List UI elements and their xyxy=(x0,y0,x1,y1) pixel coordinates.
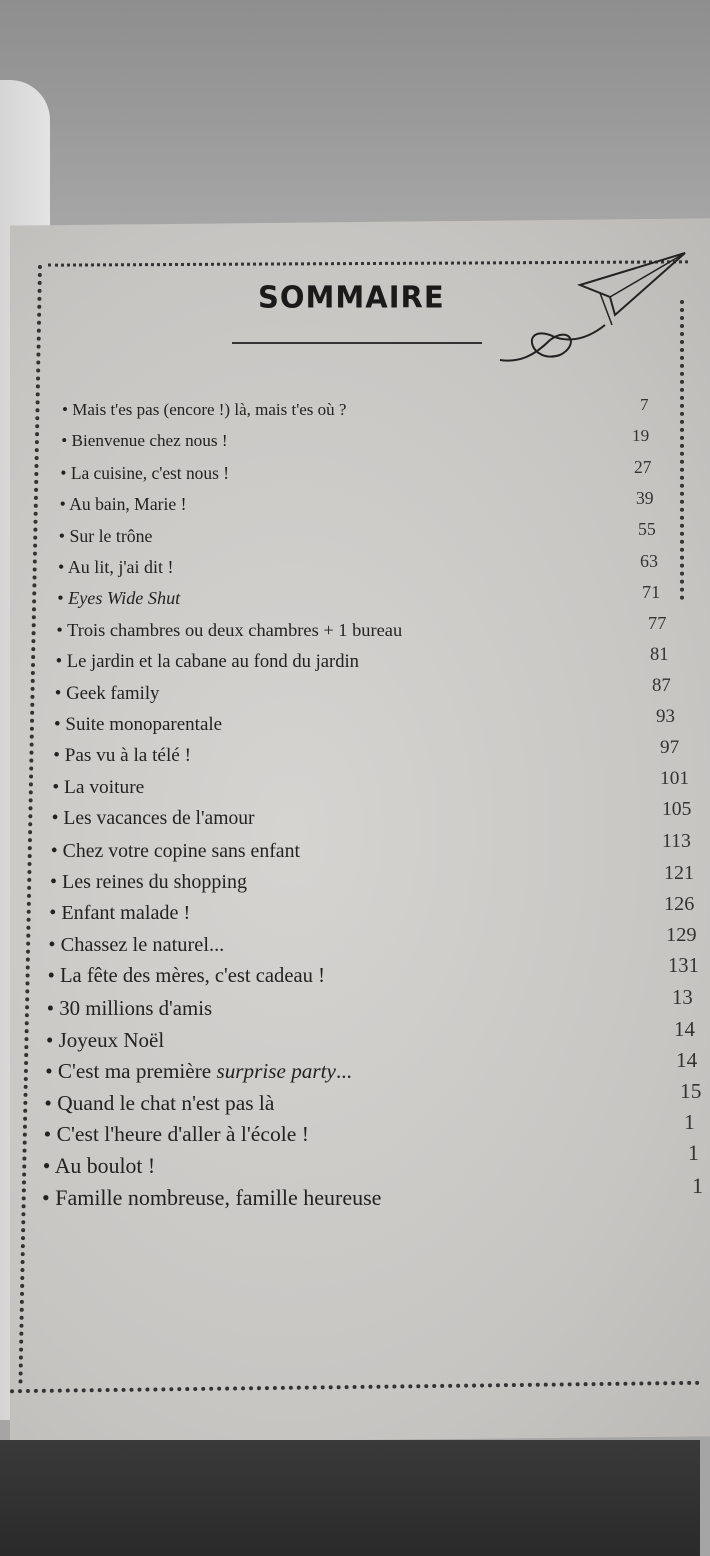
toc-page-number: 93 xyxy=(656,706,675,727)
toc-page-number: 97 xyxy=(660,737,680,759)
bullet-icon: • xyxy=(54,682,67,704)
toc-item-title: La cuisine, c'est nous ! xyxy=(70,462,229,483)
bullet-icon: • xyxy=(43,1122,57,1147)
toc-page-number: 129 xyxy=(666,923,697,946)
bullet-icon: • xyxy=(62,400,73,419)
toc-page-number: 39 xyxy=(636,488,654,509)
toc-page-number: 15 xyxy=(680,1079,702,1104)
toc-item xyxy=(58,557,174,578)
bullet-icon: • xyxy=(48,933,61,956)
bullet-icon: • xyxy=(45,1059,58,1084)
bullet-icon: • xyxy=(49,902,62,925)
toc-item-title: Les reines du shopping xyxy=(62,871,247,893)
toc-item xyxy=(43,1154,155,1179)
toc-item xyxy=(56,620,402,641)
toc-page-number: 126 xyxy=(664,892,695,915)
bullet-icon: • xyxy=(44,1090,58,1115)
toc-item xyxy=(45,1059,352,1084)
bullet-icon: • xyxy=(57,588,69,609)
toc-item xyxy=(44,1122,309,1147)
toc-item xyxy=(60,494,187,515)
toc-item-title: Eyes Wide Shut xyxy=(68,588,181,609)
toc-item xyxy=(50,871,247,894)
toc-item xyxy=(49,902,190,925)
toc-item-title: 30 millions d'amis xyxy=(59,996,213,1020)
toc-item xyxy=(54,714,222,736)
toc-item-title: ... xyxy=(335,1059,352,1084)
bullet-icon: • xyxy=(42,1153,55,1178)
bullet-icon: • xyxy=(51,808,64,830)
toc-item xyxy=(51,840,300,863)
toc-item xyxy=(61,431,227,451)
toc-item xyxy=(48,934,224,957)
toc-page-number: 14 xyxy=(676,1048,698,1073)
toc-page-number: 1 xyxy=(692,1172,703,1198)
toc-page-number: 77 xyxy=(648,612,667,633)
toc-item xyxy=(44,1091,274,1116)
bullet-icon: • xyxy=(50,871,63,893)
bullet-icon: • xyxy=(58,557,68,577)
toc-page-number: 1 xyxy=(684,1110,695,1135)
toc-item-title: Quand le chat n'est pas là xyxy=(57,1090,275,1115)
toc-item xyxy=(47,997,212,1021)
toc-page-number: 121 xyxy=(664,861,694,884)
toc-page-number: 13 xyxy=(672,985,693,1009)
toc-item xyxy=(57,588,180,609)
bullet-icon: • xyxy=(58,525,70,546)
toc-item-title: Geek family xyxy=(66,682,160,704)
toc-page-number: 105 xyxy=(662,799,692,821)
toc-item-title: Chassez le naturel... xyxy=(60,933,225,956)
bullet-icon: • xyxy=(46,1028,59,1052)
toc-item-title: La fête des mères, c'est cadeau ! xyxy=(59,965,325,988)
toc-item xyxy=(60,463,229,484)
toc-item-title: Les vacances de l'amour xyxy=(63,808,255,830)
toc-item-title: La voiture xyxy=(64,776,145,798)
bullet-icon: • xyxy=(55,651,67,673)
paper-plane-icon xyxy=(500,245,700,375)
toc-page-number: 27 xyxy=(634,457,652,478)
toc-item xyxy=(52,777,144,799)
toc-item-title: Mais t'es pas (encore !) là, mais t'es où ? xyxy=(72,400,347,419)
bullet-icon: • xyxy=(54,714,66,735)
toc-item xyxy=(55,683,160,705)
toc-page-number: 63 xyxy=(640,550,658,571)
toc-item xyxy=(53,745,191,767)
toc-item-title: C'est l'heure d'aller à l'école ! xyxy=(56,1122,309,1147)
toc-item-title: Enfant malade ! xyxy=(61,902,191,925)
toc-item xyxy=(46,1028,164,1053)
toc-item-title: Chez votre copine sans enfant xyxy=(62,839,300,862)
bullet-icon: • xyxy=(46,996,60,1020)
bullet-icon: • xyxy=(61,431,72,451)
toc-page-number: 7 xyxy=(640,395,649,414)
toc-page-number: 113 xyxy=(662,830,691,853)
toc-item-title: Au boulot ! xyxy=(54,1153,156,1178)
bullet-icon: • xyxy=(42,1185,56,1210)
toc-item xyxy=(59,526,153,547)
toc-page-number: 101 xyxy=(660,768,690,790)
bullet-icon: • xyxy=(52,776,65,798)
toc-page-number: 81 xyxy=(650,643,669,665)
toc-item-title: Joyeux Noël xyxy=(58,1028,165,1052)
toc-item xyxy=(56,651,359,673)
toc-page-number: 71 xyxy=(642,581,661,602)
toc-item xyxy=(48,965,325,988)
toc-item-title: C'est ma première xyxy=(57,1059,217,1084)
toc-item xyxy=(42,1185,381,1211)
bullet-icon: • xyxy=(53,745,65,767)
toc-item-title: Bienvenue chez nous ! xyxy=(71,431,228,451)
toc-page-number: 19 xyxy=(632,426,650,446)
toc-item-title: Le jardin et la cabane au fond du jardin xyxy=(66,651,359,673)
toc-item-title: Sur le trône xyxy=(69,525,153,546)
toc-page-number: 87 xyxy=(652,674,671,696)
toc-item-title: Au lit, j'ai dit ! xyxy=(67,557,174,577)
bullet-icon: • xyxy=(50,839,63,862)
bullet-icon: • xyxy=(56,619,68,640)
bullet-icon: • xyxy=(59,494,70,515)
bullet-icon: • xyxy=(47,965,60,988)
table-surface xyxy=(0,1440,700,1556)
toc-item-title: Famille nombreuse, famille heureuse xyxy=(55,1185,382,1210)
toc-page-number: 14 xyxy=(674,1017,695,1041)
toc-page-number: 55 xyxy=(638,519,656,540)
toc-item-title: Trois chambres ou deux chambres + 1 bureau xyxy=(67,619,403,640)
toc-page-number: 1 xyxy=(688,1141,699,1166)
toc-item-title: Suite monoparentale xyxy=(65,714,223,735)
toc-item-title: Au bain, Marie ! xyxy=(69,494,187,515)
page-title: SOMMAIRE xyxy=(258,279,445,315)
toc-item-title: Pas vu à la télé ! xyxy=(64,745,191,767)
toc-page-number: 131 xyxy=(668,954,699,977)
toc-item-title: surprise party xyxy=(216,1059,336,1084)
toc-item xyxy=(62,400,346,420)
title-underline xyxy=(232,342,482,344)
toc-item xyxy=(52,808,255,830)
bullet-icon: • xyxy=(60,462,71,483)
